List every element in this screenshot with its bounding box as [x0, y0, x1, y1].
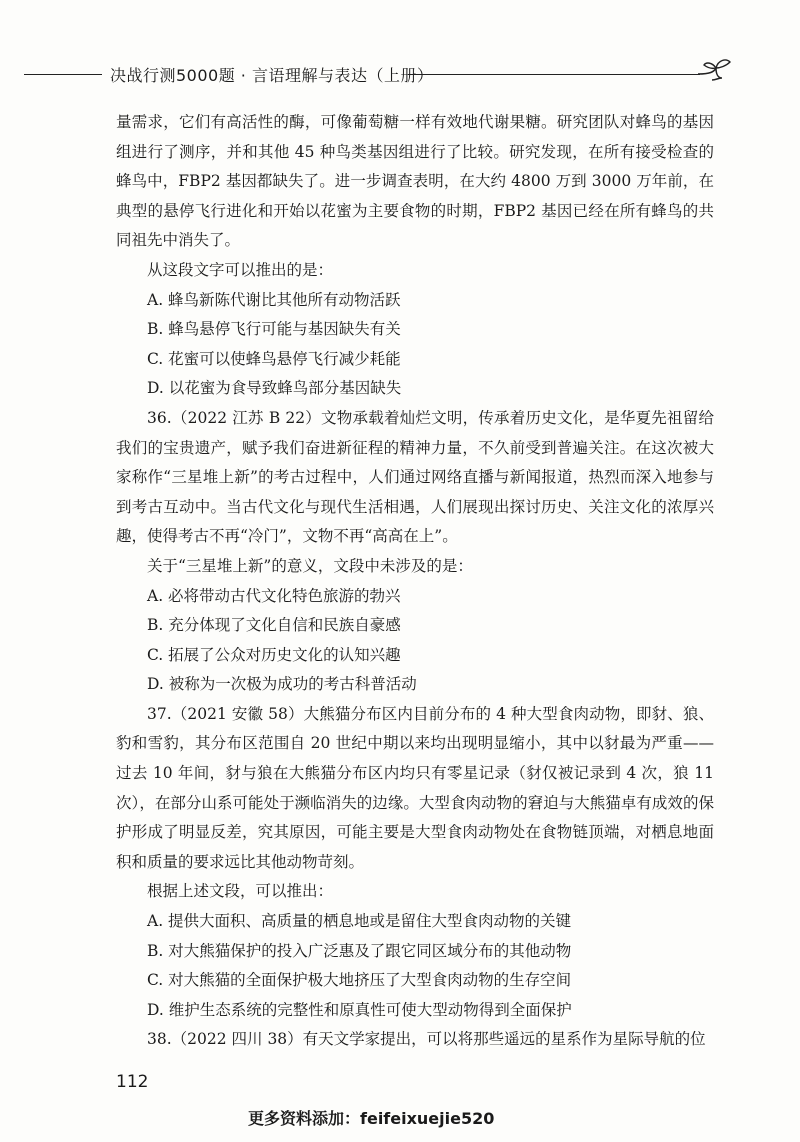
answer-option: A. 蜂鸟新陈代谢比其他所有动物活跃: [147, 290, 401, 309]
answer-option: A. 必将带动古代文化特色旅游的勃兴: [147, 586, 401, 605]
question-passage: 36.（2022 江苏 B 22）文物承载着灿烂文明，传承着历史文化，是华夏先祖留给我们的宝贵遗产，赋予我们奋进新征程的精神力量，不久前受到普遍关注。在这次被大家称作“三星堆上新”的考古过程中，人们通过网络直播与新闻报道，热烈而深入地参与到考古互动中。当古代文化与现代生活相遇，人们展现出探讨历史、关注文化的浓厚兴趣，使得考古不再“冷门”，文物不再“高高在上”。: [116, 408, 714, 546]
question-passage: 38.（2022 四川 38）有天文学家提出，可以将那些遥远的星系作为星际导航的位: [147, 1030, 706, 1049]
page-number: 112: [116, 1072, 149, 1092]
footer-note: 更多资料添加：feifeixuejie520: [248, 1109, 495, 1128]
sprout-icon: [696, 56, 736, 88]
question-prompt: 从这段文字可以推出的是：: [147, 260, 334, 279]
running-header: [24, 60, 724, 88]
answer-option: C. 对大熊猫的全面保护极大地挤压了大型食肉动物的生存空间: [147, 971, 572, 990]
answer-option: D. 以花蜜为食导致蜂鸟部分基因缺失: [147, 379, 402, 398]
answer-option: C. 拓展了公众对历史文化的认知兴趣: [147, 645, 401, 664]
header-rule-left: [24, 74, 102, 75]
question-passage: 37.（2021 安徽 58）大熊猫分布区内目前分布的 4 种大型食肉动物，即豺、狼、豹和雪豹，其分布区范围自 20 世纪中期以来均出现明显缩小，其中以豺最为严重——过去 10 年间，豺与狼在大熊猫分布区内均只有零星记录（豺仅被记录到 4 次，狼 11 次），在部分山系可能处于濒临消失的边缘。大型食肉动物的窘迫与大熊猫卓有成效的保护形成了明显反差，究其原因，可能主要是大型食肉动物处在食物链顶端，对栖息地面积和质量的要求远比其他动物苛刻。: [116, 704, 714, 871]
question-body: [116, 108, 714, 1055]
answer-option: D. 维护生态系统的完整性和原真性可使大型动物得到全面保护: [147, 1000, 572, 1019]
answer-option: B. 对大熊猫保护的投入广泛惠及了跟它同区域分布的其他动物: [147, 941, 572, 960]
answer-option: A. 提供大面积、高质量的栖息地或是留住大型食肉动物的关键: [147, 912, 572, 931]
answer-option: C. 花蜜可以使蜂鸟悬停飞行减少耗能: [147, 349, 401, 368]
answer-option: B. 充分体现了文化自信和民族自豪感: [147, 616, 401, 635]
answer-option: B. 蜂鸟悬停飞行可能与基因缺失有关: [147, 320, 401, 339]
passage-continuation: 量需求，它们有高活性的酶，可像葡萄糖一样有效地代谢果糖。研究团队对蜂鸟的基因组进行了测序，并和其他 45 种鸟类基因组进行了比较。研究发现，在所有接受检查的蜂鸟中，FBP2 基因都缺失了。进一步调查表明，在大约 4800 万到 3000 万年前，在典型的悬停飞行进化和开始以花蜜为主要食物的时期，FBP2 基因已经在所有蜂鸟的共同祖先中消失了。: [116, 113, 714, 250]
answer-option: D. 被称为一次极为成功的考古科普活动: [147, 675, 417, 694]
question-prompt: 关于“三星堆上新”的意义，文段中未涉及的是：: [147, 556, 473, 575]
question-prompt: 根据上述文段，可以推出：: [147, 882, 334, 901]
header-rule-right: [408, 74, 700, 75]
book-title: 决战行测5000题 · 言语理解与表达（上册）: [110, 66, 434, 85]
